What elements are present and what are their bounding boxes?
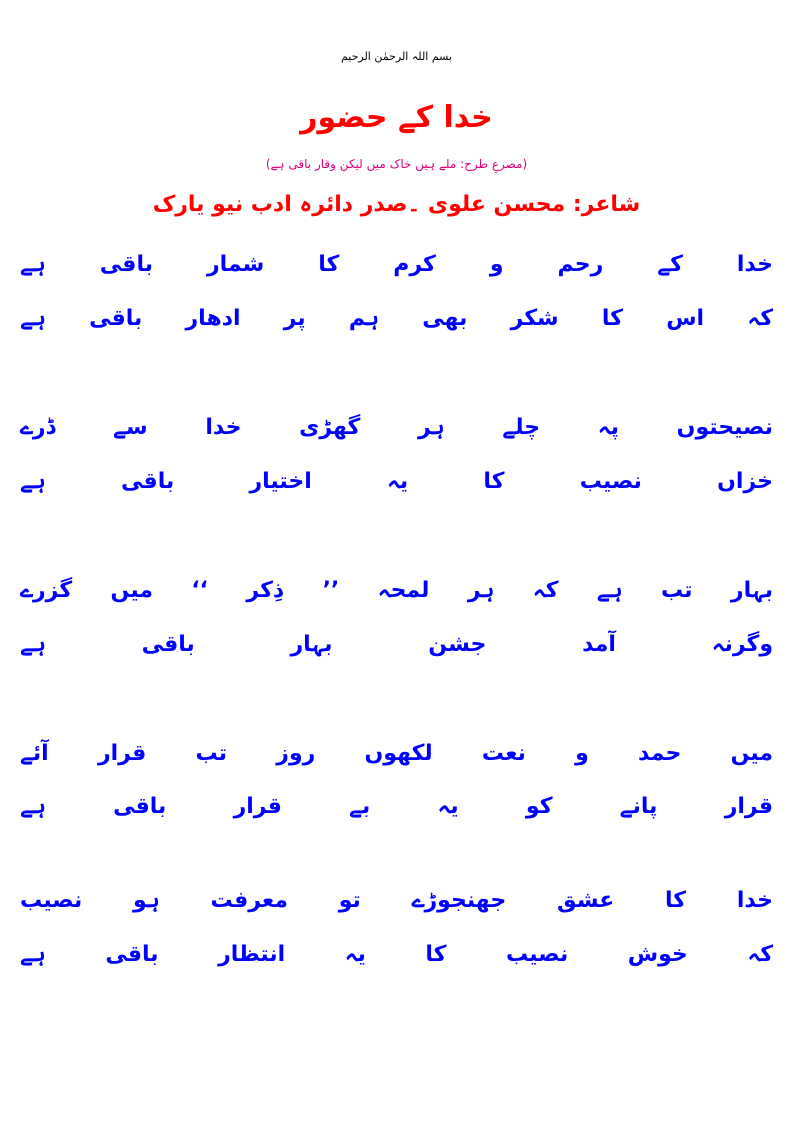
verse-word: میں [110,577,153,603]
verse-word: نصیب [20,887,83,913]
verse-word: کا [665,887,687,913]
verse-word: چلے [502,414,541,440]
verse-word: روز [276,740,316,766]
verse-word: کہ [747,305,773,331]
verse-line [20,570,773,610]
verse-word: ہے [20,468,46,494]
verse-word: باقی [99,251,153,277]
verse-word: گھڑی [299,414,361,440]
verse-word: کے [657,251,683,277]
verse-word: کہ [532,577,559,603]
verse-word: معرفت [210,887,288,913]
verse-word: کو [525,793,553,819]
verse-word: نصیب [506,941,569,967]
verse-word: گزرے [20,577,73,603]
verse-word: خزاں [717,468,773,494]
verse-word: باقی [89,305,143,331]
verse-word: تب [195,740,228,766]
verse-word: آئے [20,740,49,766]
verse-word: ہے [20,793,46,819]
verse-word: کا [318,251,340,277]
verse-word: یہ [344,941,366,967]
verse-line [20,934,773,974]
poem-subtitle: (مصرعِ طرح: ملے ہیں خاک میں لیکن وقار باقی ہے) [265,157,528,171]
verse-word: خدا [736,251,773,277]
verse-word: اس [666,305,705,331]
verse-word: جھنجوڑے [411,887,507,913]
verse-word: لمحہ [377,577,430,603]
verse-word: و [575,740,589,766]
verse-word: قرار [97,740,147,766]
verse-word: آمد [582,631,616,657]
verse-word: بے [349,793,371,819]
verse-word: و [489,251,504,277]
bismillah-heading: بسم اللہ الرحمٰن الرحیم [340,50,453,63]
verse-word: وگرنہ [711,631,773,657]
verse-word: حمد [638,740,682,766]
verse-line [20,786,773,826]
verse-word: شمار [206,251,265,277]
verse-word: انتظار [218,941,286,967]
verse-word: ہے [20,251,46,277]
verse-word: ادھار [185,305,241,331]
verse-word: کرم [393,251,436,277]
verse-word: کہ [747,941,773,967]
verse-word: خوش [627,941,688,967]
verse-word: خدا [736,887,773,913]
verse-word: ہے [20,305,46,331]
verse-word: باقی [141,631,195,657]
verse-line [20,298,773,338]
verse-word: میں [730,740,773,766]
verse-word: پانے [619,793,658,819]
verse-word: یہ [387,468,409,494]
verse-word: رحم [557,251,604,277]
verse-line [20,461,773,501]
verse-word: ہر [467,577,495,603]
verse-word: کا [483,468,505,494]
verse-word: ہے [596,577,623,603]
verse-word: کا [601,305,623,331]
verse-word: نصیحتوں [676,414,773,440]
poem-title: خدا کے حضور [300,100,493,135]
verse-word: پر [283,305,306,331]
verse-word: ’’ [322,577,340,603]
verse-word: نصیب [579,468,642,494]
verse-word: بہار [290,631,333,657]
verse-line [20,733,773,773]
poet-credit: شاعر: محسن علوی ۔صدر دائرہ ادب نیو یارک [152,192,641,217]
verse-word: ہے [20,631,46,657]
verse-word: قرار [233,793,282,819]
verse-word: ‘‘ [191,577,209,603]
verse-word: ہم [348,305,380,331]
verse-word: باقی [121,468,175,494]
verse-word: سے [113,414,148,440]
verse-word: عشق [556,887,615,913]
verse-word: باقی [113,793,167,819]
verse-word: تب [660,577,693,603]
verse-word: ڈرے [20,414,56,440]
verse-line [20,407,773,447]
verse-word: جشن [428,631,487,657]
verse-line [20,244,773,284]
verse-word: باقی [105,941,159,967]
verse-word: نعت [481,740,526,766]
verse-word: خدا [205,414,242,440]
verse-word: تو [338,887,361,913]
verse-word: لکھوں [364,740,433,766]
verse-word: بھی [422,305,468,331]
verse-word: ہو [133,887,160,913]
verse-word: قرار [724,793,773,819]
verse-word: یہ [437,793,459,819]
verse-line [20,624,773,664]
verse-word: ہے [20,941,46,967]
verse-word: بہار [730,577,773,603]
verse-word: اختیار [249,468,312,494]
verse-word: شکر [510,305,559,331]
verse-line [20,880,773,920]
verse-word: پہ [597,414,619,440]
verse-word: کا [425,941,447,967]
verse-word: ہر [418,414,445,440]
verse-word: ذِکر [246,577,285,603]
